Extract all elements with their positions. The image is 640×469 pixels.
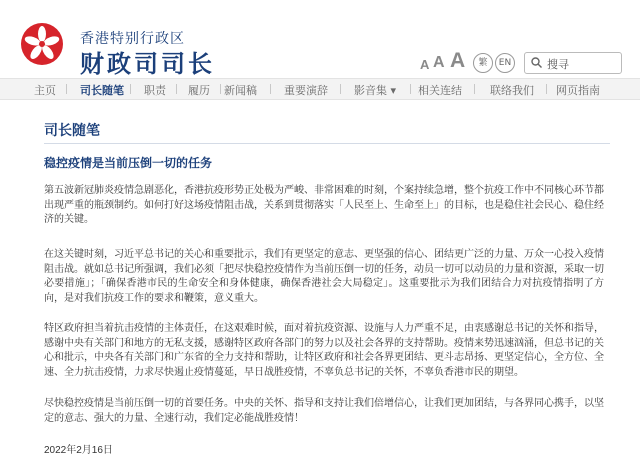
nav-item-duties[interactable]: 职责 — [144, 84, 166, 97]
nav-divider — [130, 84, 131, 94]
article-paragraph: 特区政府担当着抗击疫情的主体责任，在这艰难时候，面对着抗疫资源、设施与人力严重不足，由衷感谢总书记的关怀和指导，感谢中央有关部门和地方的无私支援，感谢特区政府各部门的努力以及社会各界的支持帮助。疫情来势迅速汹涌，但总书记的关心和批示，中央各有关部门和广东省的全力支持和帮助，让特区政府和社会各界更团结、更斗志昂扬、更坚定信心，全方位、全速、全力抗击疫情，力求尽快遏止疫情蔓延，早日战胜疫情，不辜负总书记的关怀，不辜负香港市民的期望。 — [44, 323, 604, 378]
nav-item-press-releases[interactable]: 新闻稿 — [224, 84, 257, 97]
article-paragraph: 在这关键时刻，习近平总书记的关心和重要批示，我们有更坚定的意志、更坚强的信心、团结更广泛的力量、万众一心投入疫情阻击战。就如总书记所强调，我们必须「把尽快稳控疫情作为当前压倒一切的任务，动员一切可以动员的力量和资源，采取一切必要措施」；「确保香港市民的生命安全和身体健康，确保香港社会大局稳定」。这重要批示为我们团结合力对抗疫情指明了方向，是对我们抗疫工作的要求和鞭策，意义重大。 — [44, 249, 604, 304]
section-title: 司长随笔 — [44, 123, 100, 139]
font-size-large-button[interactable]: A — [450, 49, 466, 72]
article-paragraph: 尽快稳控疫情是当前压倒一切的首要任务。中央的关怀、指导和支持让我们倍增信心，让我们更加团结，与各界同心携手，以坚定的意志、强大的力量、全速行动，我们定必能战胜疫情！ — [44, 398, 604, 424]
org-name: 香港特别行政区 — [80, 31, 185, 47]
search-box[interactable] — [524, 52, 622, 74]
nav-item-biography[interactable]: 履历 — [188, 84, 210, 97]
nav-item-media-gallery[interactable]: 影音集 ▾ — [354, 84, 397, 97]
font-size-small-button[interactable]: A — [420, 57, 430, 72]
site-header — [0, 0, 640, 78]
nav-item-blog[interactable]: 司长随笔 — [80, 84, 124, 97]
search-icon — [531, 57, 542, 68]
site-title[interactable]: 财政司司长 — [80, 50, 215, 78]
nav-divider — [270, 84, 271, 94]
nav-divider — [474, 84, 475, 94]
main-nav — [0, 78, 640, 100]
nav-item-related-links[interactable]: 相关连结 — [418, 84, 462, 97]
nav-divider — [176, 84, 177, 94]
nav-item-home[interactable]: 主页 — [34, 84, 56, 97]
nav-divider — [410, 84, 411, 94]
article-date: 2022年2月16日 — [44, 445, 113, 456]
font-size-medium-button[interactable]: A — [433, 54, 445, 71]
english-button[interactable]: EN — [495, 53, 515, 73]
nav-divider — [340, 84, 341, 94]
traditional-chinese-button[interactable]: 繁 — [473, 53, 493, 73]
article-paragraph: 第五波新冠肺炎疫情急剧恶化，香港抗疫形势正处极为严峻、非常困难的时刻，个案持续急增，整个抗疫工作中不同核心环节都出现严重的瓶颈制约。如何打好这场疫情阻击战，关系到贯彻落实「人民至上、生命至上」的目标，也是稳住社会民心、稳住经济的关键。 — [44, 185, 604, 225]
nav-divider — [220, 84, 221, 94]
hksar-emblem-icon[interactable] — [20, 22, 64, 66]
nav-item-site-guide[interactable]: 网页指南 — [556, 84, 600, 97]
nav-divider — [66, 84, 67, 94]
section-divider — [44, 143, 610, 144]
nav-divider — [546, 84, 547, 94]
search-label: 搜寻 — [547, 58, 569, 71]
nav-item-contact-us[interactable]: 联络我们 — [490, 84, 534, 97]
article-title: 稳控疫情是当前压倒一切的任务 — [44, 156, 213, 170]
nav-item-speeches[interactable]: 重要演辞 — [284, 84, 328, 97]
